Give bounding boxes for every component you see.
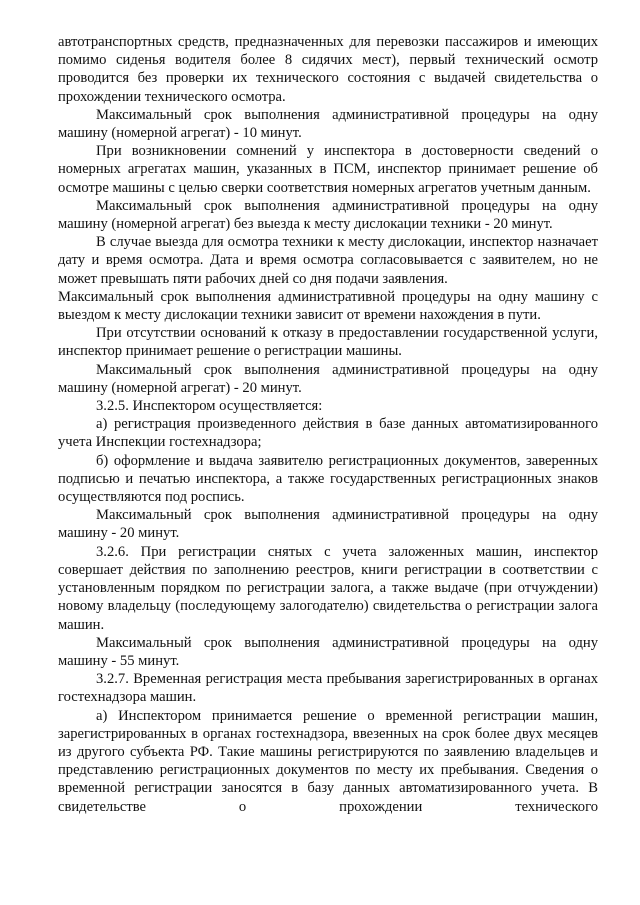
paragraph: В случае выезда для осмотра техники к месту дислокации, инспектор назначает дату и время осмотра. Дата и время осмотра согласовывается с заявителем, но не может превышать пяти рабочих дней со дня подачи заявления. (58, 234, 598, 287)
list-item: а) Инспектором принимается решение о временной регистрации машин, зарегистрированных в органах гостехнадзора, ввезенных на срок более двух месяцев из другого субъекта РФ. Такие машины регистрируются по заявлению владельцев и представлению регистрационных документов по месту их пребывания. Сведения о временной регистрации заносятся в базу данных автоматизированного учета. В свидетельстве о прохождении технического (58, 707, 598, 815)
paragraph: 3.2.6. При регистрации снятых с учета заложенных машин, инспектор совершает действия по заполнению реестров, книги регистрации в соответствии с установленным порядком по регистрации залога, а также выдаче (при отчуждении) новому владельцу (последующему залогодателю) свидетельства о регистрации залога машин. (58, 543, 598, 633)
list-item: б) оформление и выдача заявителю регистрационных документов, заверенных подписью и печатью инспектора, а также государственных регистрационных знаков осуществляются под роспись. (58, 452, 598, 506)
paragraph: При отсутствии оснований к отказу в предоставлении государственной услуги, инспектор принимает решение о регистрации машины. (58, 325, 598, 360)
paragraph: Максимальный срок выполнения административной процедуры на одну машину (номерной агрегат) без выезда к месту дислокации техники - 20 минут. (58, 197, 598, 233)
section-heading: 3.2.5. Инспектором осуществляется: (96, 398, 323, 415)
document-page (58, 33, 598, 816)
paragraph: При возникновении сомнений у инспектора в достоверности сведений о номерных агрегатах машин, указанных в ПСМ, инспектор принимает решение об осмотре машины с целью сверки соответствия номерных агрегатов учетным данным. (58, 143, 598, 196)
paragraph: автотранспортных средств, предназначенных для перевозки пассажиров и имеющих помимо сиденья водителя более 8 сидячих мест), первый технический осмотр проводится без проверки их технического состояния с выдачей свидетельства о прохождении технического осмотра. (58, 34, 598, 105)
section-heading: 3.2.7. Временная регистрация места пребывания зарегистрированных в органах гостехнадзора машин. (58, 671, 598, 706)
paragraph: Максимальный срок выполнения административной процедуры на одну машину (номерной агрегат) - 20 минут. (58, 361, 598, 396)
list-item: а) регистрация произведенного действия в базе данных автоматизированного учета Инспекции гостехнадзора; (58, 416, 598, 451)
paragraph: Максимальный срок выполнения административной процедуры на одну машину - 20 минут. (58, 507, 598, 542)
paragraph: Максимальный срок выполнения административной процедуры на одну машину (номерной агрегат) - 10 минут. (58, 106, 598, 142)
paragraph: Максимальный срок выполнения административной процедуры на одну машину - 55 минут. (58, 634, 598, 669)
paragraph: Максимальный срок выполнения административной процедуры на одну машину с выездом к месту дислокации техники зависит от времени нахождения в пути. (58, 288, 598, 324)
